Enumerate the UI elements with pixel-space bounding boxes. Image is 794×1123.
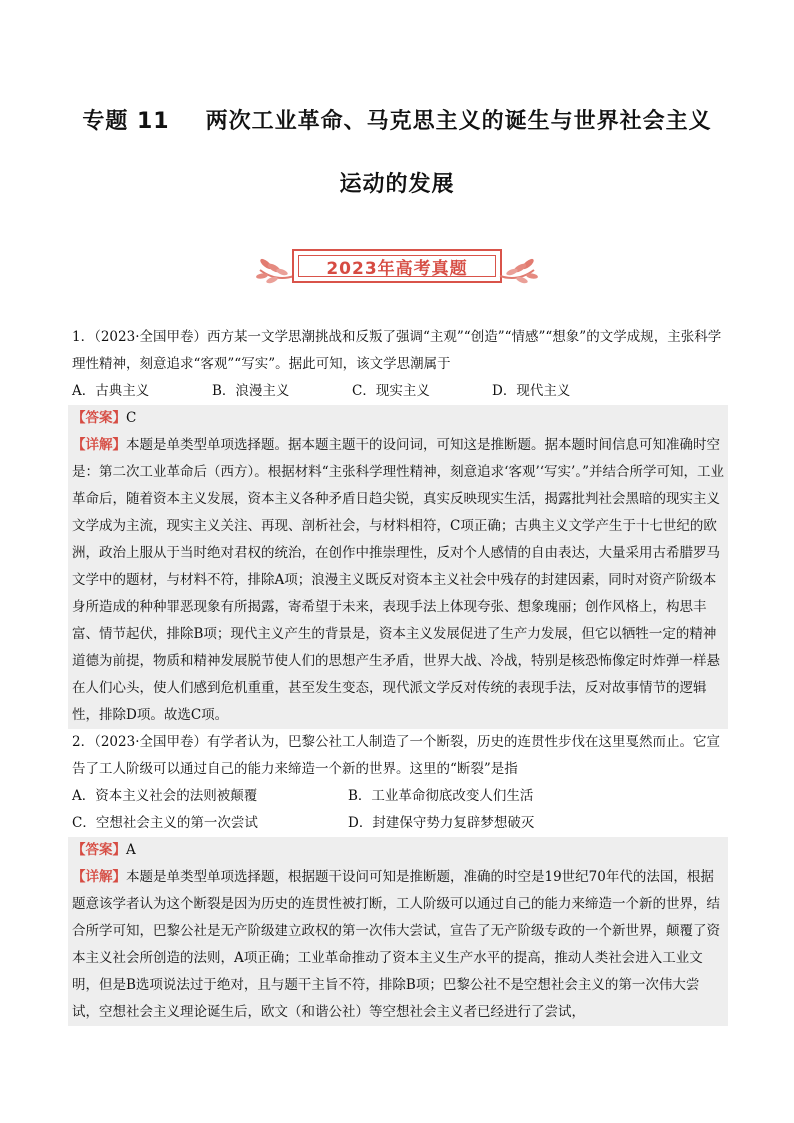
questions-content (72, 324, 724, 1026)
question-1-detail (72, 432, 724, 729)
answer-tag: 【答案】 (72, 842, 126, 858)
question-2-answer-block (68, 837, 728, 1026)
question-2-options (72, 783, 724, 837)
banner-frame (292, 249, 502, 283)
question-2-answer (72, 837, 724, 864)
topic-number: 专题 11 (82, 109, 170, 134)
question-1-answer-block (68, 405, 728, 729)
option-a: A．资本主义社会的法则被颠覆 (72, 788, 258, 804)
banner-label: 2023年高考真题 (298, 255, 496, 277)
option-b: B．浪漫主义 (212, 383, 290, 399)
question-2-detail (72, 864, 724, 1026)
option-d: D．封建保守势力复辟梦想破灭 (348, 815, 535, 831)
option-a: A．古典主义 (72, 383, 150, 399)
answer-tag: 【答案】 (72, 410, 126, 426)
detail-text: 本题是单类型单项选择题。据本题主题干的设问词，可知这是推断题。据本题时间信息可知准确时空是：第二次工业革命后（西方）。根据材料“主张科学理性精神，刻意追求‘客观’‘写实’。”并结合所学可知，工业革命后，随着资本主义发展，资本主义各种矛盾日趋尖锐，真实反映现实生活，揭露批判社会黑暗的现实主义文学成为主流，现实主义关注、再现、剖析社会，与材料相符，C项正确；古典主义文学产生于十七世纪的欧洲，政治上服从于当时绝对君权的统治，在创作中推崇理性，反对个人感情的自由表达，大量采用古希腊罗马文学中的题材，与材料不符，排除A项；浪漫主义既反对资本主义社会中残存的封建因素，同时对资产阶级本身所造成的种种罪恶现象有所揭露，寄希望于未来，表现手法上体现夸张、想象瑰丽；创作风格上，构思丰富、情节起伏，排除B项；现代主义产生的背景是，资本主义发展促进了生产力发展，但它以牺牲一定的精神道德为前提，物质和精神发展脱节使人们的思想产生矛盾，世界大战、冷战，特别是核恐怖像定时炸弹一样悬在人们心头，使人们感到危机重重，甚至发生变态，现代派文学反对传统的表现手法，反对故事情节的逻辑性，排除D项。故选C项。 (72, 437, 724, 723)
detail-tag: 【详解】 (72, 869, 126, 885)
laurel-right-icon (498, 246, 538, 288)
laurel-left-icon (256, 246, 296, 288)
answer-value: C (126, 410, 137, 426)
page-title (0, 104, 794, 135)
title-line-2: 运动的发展 (339, 172, 455, 197)
answer-value: A (126, 842, 136, 858)
section-banner (256, 246, 538, 288)
detail-tag: 【详解】 (72, 437, 126, 453)
question-1-stem: 1．（2023·全国甲卷）西方某一文学思潮挑战和反叛了强调“主观”“创造”“情感”“想象”的文学成规，主张科学理性精神，刻意追求“客观”“写实”。据此可知，该文学思潮属于 (72, 329, 722, 372)
option-c: C．现实主义 (352, 383, 430, 399)
option-c: C．空想社会主义的第一次尝试 (72, 815, 258, 831)
detail-text: 本题是单类型单项选择题，根据题干设问可知是推断题，准确的时空是19世纪70年代的法国，根据题意该学者认为这个断裂是因为历史的连贯性被打断，工人阶级可以通过自己的能力来缔造一个新的世界，结合所学可知，巴黎公社是无产阶级建立政权的第一次伟大尝试，宣告了无产阶级专政的一个新世界，颠覆了资本主义社会所创造的法则，A项正确；工业革命推动了资本主义生产水平的提高，推动人类社会进入工业文明，但是B选项说法过于绝对，且与题干主旨不符，排除B项；巴黎公社不是空想社会主义的第一次伟大尝试，空想社会主义理论诞生后，欧文（和谐公社）等空想社会主义者已经进行了尝试， (72, 869, 720, 1020)
question-2-stem: 2．（2023·全国甲卷）有学者认为，巴黎公社工人制造了一个断裂，历史的连贯性步伐在这里戛然而止。它宣告了工人阶级可以通过自己的能力来缔造一个新的世界。这里的“断裂”是指 (72, 734, 720, 777)
question-1-answer (72, 405, 724, 432)
question-1-options (72, 378, 724, 405)
option-b: B．工业革命彻底改变人们生活 (348, 788, 534, 804)
option-d: D．现代主义 (492, 383, 571, 399)
title-line-1: 两次工业革命、马克思主义的诞生与世界社会主义 (205, 109, 712, 134)
